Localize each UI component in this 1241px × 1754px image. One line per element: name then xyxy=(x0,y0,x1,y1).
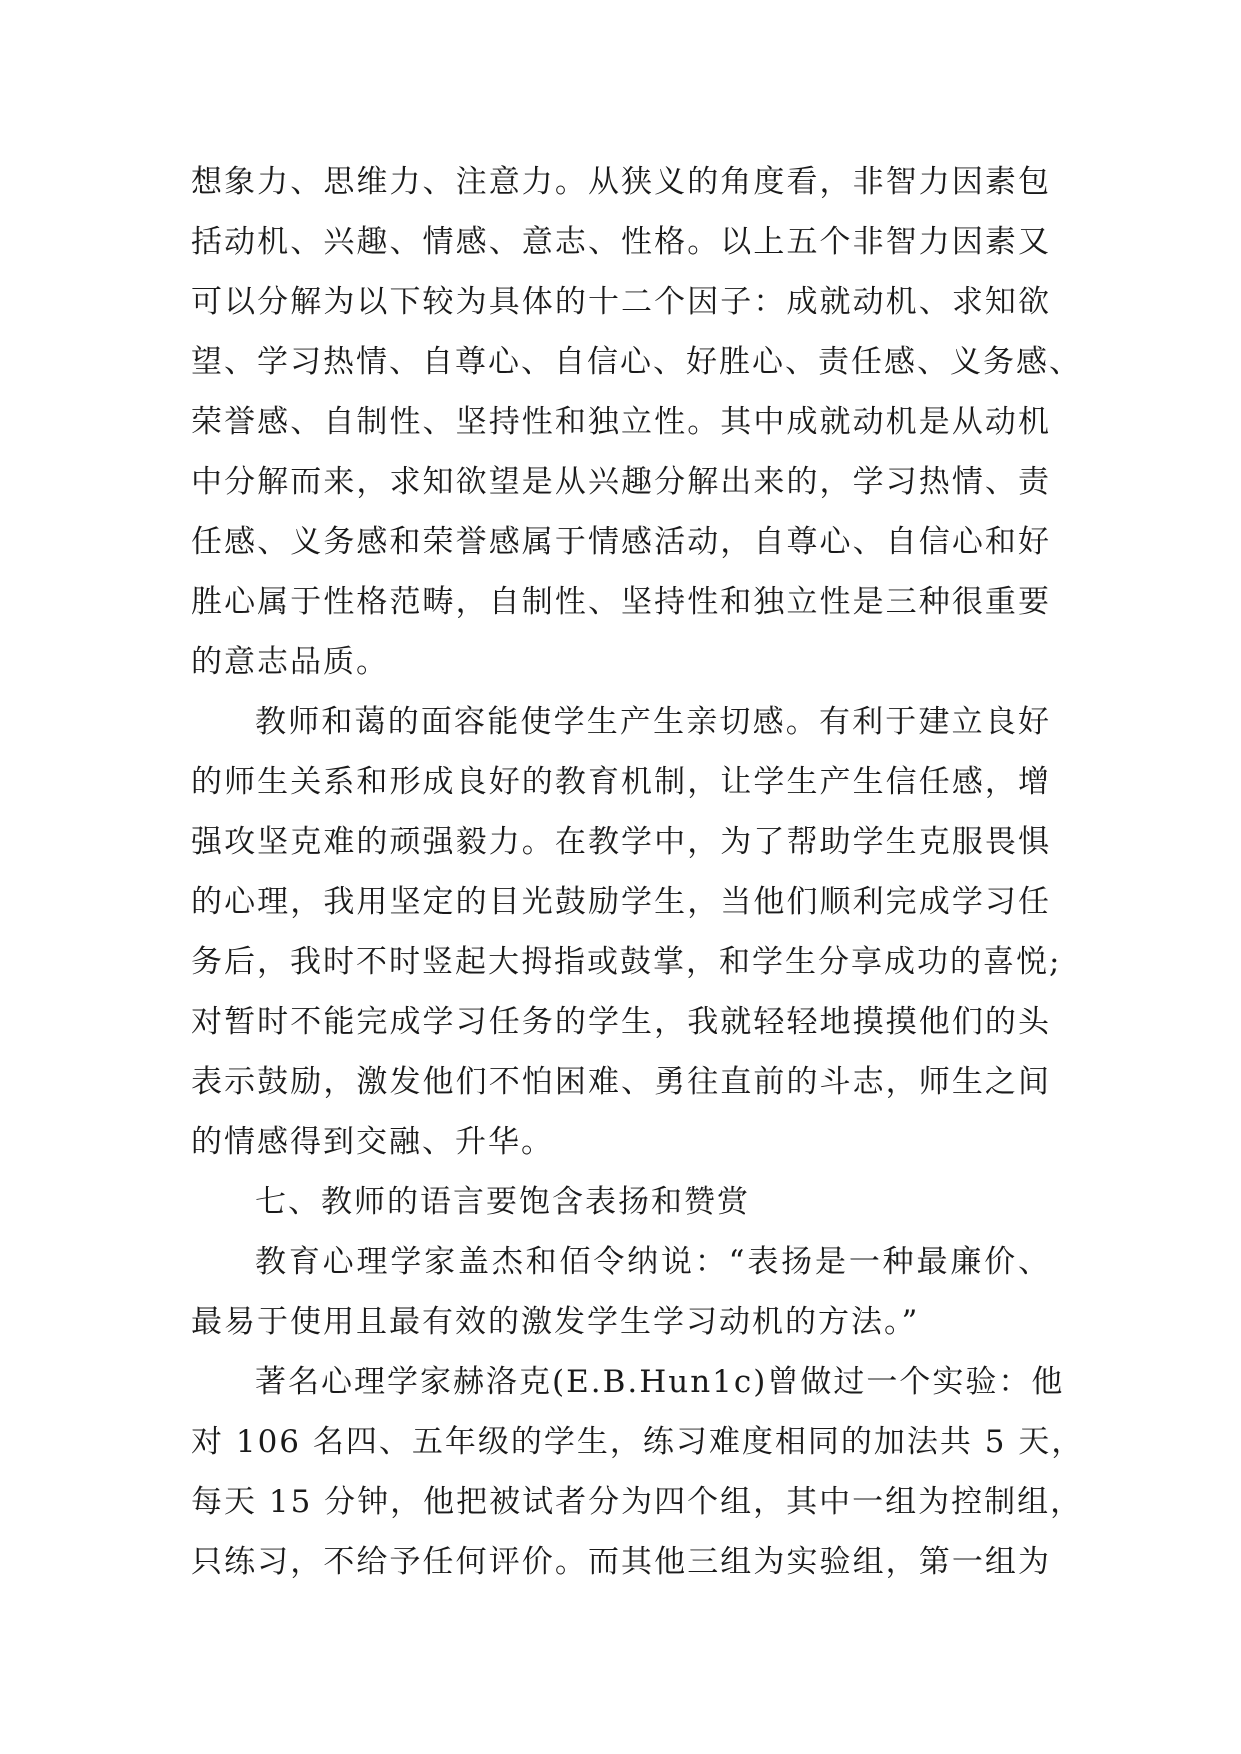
text-line: 对 106 名四、五年级的学生，练习难度相同的加法共 5 天， xyxy=(191,1424,1085,1460)
text-line: 表示鼓励，激发他们不怕困难、勇往直前的斗志，师生之间 xyxy=(191,1064,1051,1100)
text-line: 的师生关系和形成良好的教育机制，让学生产生信任感，增 xyxy=(191,764,1051,800)
paragraph-start-line: 著名心理学家赫洛克(E.B.Hun1c)曾做过一个实验：他 xyxy=(255,1364,1065,1400)
text-line: 每天 15 分钟，他把被试者分为四个组，其中一组为控制组， xyxy=(191,1484,1084,1520)
text-line: 务后，我时不时竖起大拇指或鼓掌，和学生分享成功的喜悦; xyxy=(191,944,1062,980)
text-line: 的意志品质。 xyxy=(191,644,389,680)
text-line: 只练习，不给予任何评价。而其他三组为实验组，第一组为 xyxy=(191,1544,1051,1580)
paragraph-start-line: 教师和蔼的面容能使学生产生亲切感。有利于建立良好 xyxy=(255,704,1051,740)
text-line: 可以分解为以下较为具体的十二个因子：成就动机、求知欲 xyxy=(191,284,1051,320)
text-line: 荣誉感、自制性、坚持性和独立性。其中成就动机是从动机 xyxy=(191,404,1051,440)
text-line: 最易于使用且最有效的激发学生学习动机的方法。” xyxy=(191,1304,920,1340)
paragraph-start-line: 教育心理学家盖杰和佰令纳说：“表扬是一种最廉价、 xyxy=(255,1244,1051,1280)
text-line: 强攻坚克难的顽强毅力。在教学中，为了帮助学生克服畏惧 xyxy=(191,824,1051,860)
body-text xyxy=(191,152,1085,1592)
text-line: 望、学习热情、自尊心、自信心、好胜心、责任感、义务感、 xyxy=(191,344,1082,380)
text-line: 任感、义务感和荣誉感属于情感活动，自尊心、自信心和好 xyxy=(191,524,1051,560)
text-line: 对暂时不能完成学习任务的学生，我就轻轻地摸摸他们的头 xyxy=(191,1004,1051,1040)
text-line: 括动机、兴趣、情感、意志、性格。以上五个非智力因素又 xyxy=(191,224,1051,260)
section-heading: 七、教师的语言要饱含表扬和赞赏 xyxy=(255,1184,750,1220)
text-line: 的心理，我用坚定的目光鼓励学生，当他们顺利完成学习任 xyxy=(191,884,1051,920)
text-line: 中分解而来，求知欲望是从兴趣分解出来的，学习热情、责 xyxy=(191,464,1051,500)
text-line: 想象力、思维力、注意力。从狭义的角度看，非智力因素包 xyxy=(191,164,1051,200)
text-line: 胜心属于性格范畴，自制性、坚持性和独立性是三种很重要 xyxy=(191,584,1051,620)
text-line: 的情感得到交融、升华。 xyxy=(191,1124,554,1160)
